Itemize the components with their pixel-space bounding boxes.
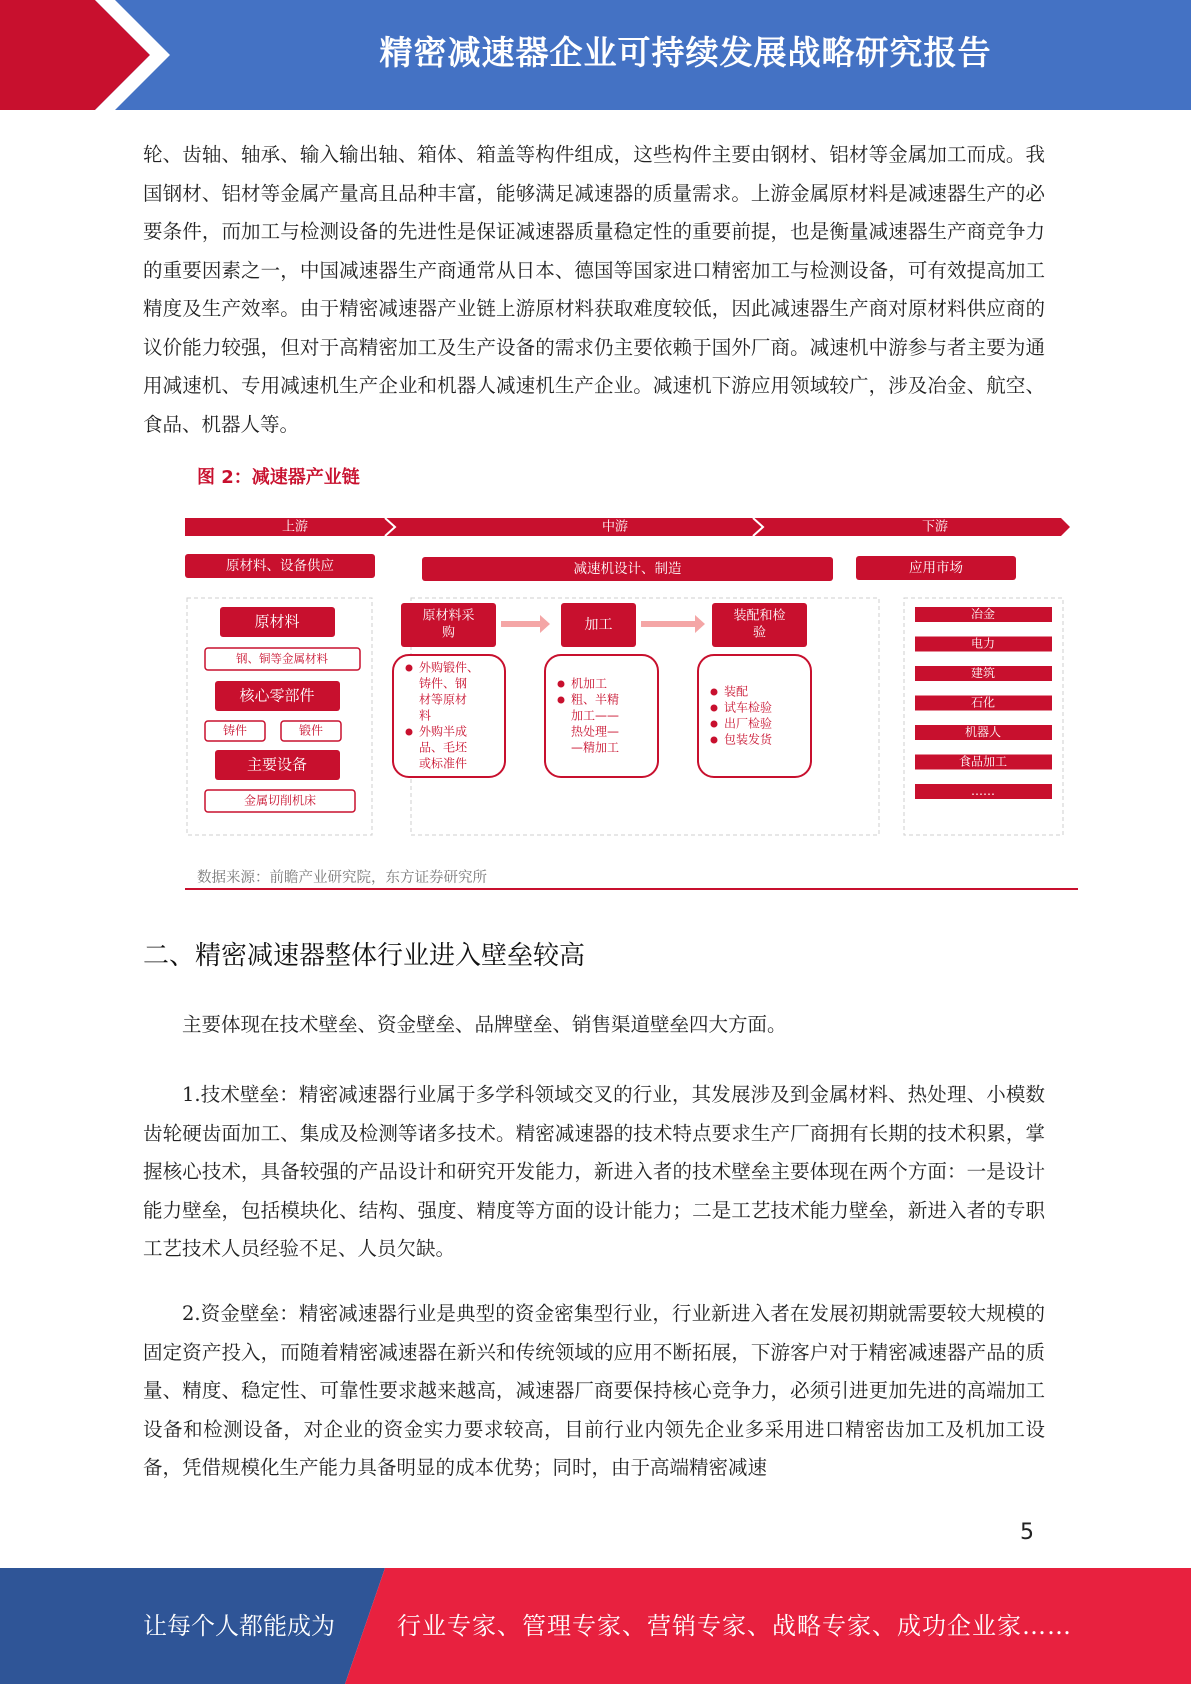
figure-source: 数据来源：前瞻产业研究院，东方证券研究所 <box>197 870 487 886</box>
upstream-materials-label: 原材料 <box>254 612 300 631</box>
stage-box-label-1: 减速机设计、制造 <box>573 561 682 577</box>
body-text-top <box>143 136 1045 444</box>
footer-slogan-left: 让每个人都能成为 <box>143 1612 335 1640</box>
midstream-bullet-0-0 <box>406 665 413 672</box>
page-number: 5 <box>1020 1520 1034 1545</box>
upstream-materials-sub-label: 钢、铜等金属材料 <box>236 651 328 666</box>
industry-chain-diagram <box>185 455 1078 865</box>
midstream-arrow-head-0 <box>540 615 550 633</box>
downstream-item-label-0: 冶金 <box>970 607 996 621</box>
downstream-item-label-5: 食品加工 <box>958 754 1008 769</box>
downstream-container <box>904 598 1063 835</box>
midstream-detail-text-0-1-2: 或标准件 <box>419 756 468 771</box>
body-text-capital <box>143 1295 1045 1488</box>
upstream-parts-label: 核心零部件 <box>239 686 315 705</box>
downstream-item-label-4: 机器人 <box>964 725 1002 739</box>
midstream-arrow-head-1 <box>695 615 705 633</box>
midstream-detail-text-1-1-1: 加工—— <box>571 708 620 723</box>
stage-label-1: 中游 <box>601 519 629 535</box>
upstream-equipment-label: 主要设备 <box>246 755 308 774</box>
midstream-detail-text-2-3-0: 包装发货 <box>724 732 773 747</box>
midstream-detail-text-0-0-0: 外购锻件、 <box>419 660 480 675</box>
midstream-detail-text-0-0-2: 材等原材 <box>419 692 468 707</box>
body-text-tech <box>143 1076 1045 1269</box>
midstream-step-label-0-1: 购 <box>441 625 456 641</box>
midstream-bullet-2-3 <box>711 737 718 744</box>
midstream-detail-text-1-0-0: 机加工 <box>571 676 608 691</box>
figure-caption: 图 2：减速器产业链 <box>197 467 360 488</box>
midstream-detail-text-0-1-1: 品、毛坯 <box>419 740 468 755</box>
paragraph-tech-barrier: 1.技术壁垒：精密减速器行业属于多学科领域交叉的行业，其发展涉及到金属材料、热处理、小模数齿轮硬齿面加工、集成及检测等诸多技术。精密减速器的技术特点要求生产厂商拥有长期的技术积累，掌握核心技术，具备较强的产品设计和研究开发能力，新进入者的技术壁垒主要体现在两个方面：一是设计能力壁垒，包括模块化、结构、强度、精度等方面的设计能力；二是工艺技术能力壁垒，新进入者的专职工艺技术人员经验不足、人员欠缺。 <box>143 1083 1045 1260</box>
midstream-bullet-2-2 <box>711 721 718 728</box>
midstream-detail-text-0-0-3: 料 <box>419 708 432 723</box>
figure-bottom-rule <box>185 888 1078 890</box>
paragraph-top: 轮、齿轴、轴承、输入输出轴、箱体、箱盖等构件组成，这些构件主要由钢材、铝材等金属加工而成。我国钢材、铝材等金属产量高且品种丰富，能够满足减速器的质量需求。上游金属原材料是减速器生产的必要条件，而加工与检测设备的先进性是保证减速器质量稳定性的重要前提，也是衡量减速器生产商竞争力的重要因素之一，中国减速器生产商通常从日本、德国等国家进口精密加工与检测设备，可有效提高加工精度及生产效率。由于精密减速器产业链上游原材料获取难度较低，因此减速器生产商对原材料供应商的议价能力较强，但对于高精密加工及生产设备的需求仍主要依赖于国外厂商。减速机中游参与者主要为通用减速机、专用减速机生产企业和机器人减速机生产企业。减速机下游应用领域较广，涉及冶金、航空、食品、机器人等。 <box>143 143 1045 436</box>
stage-box-label-2: 应用市场 <box>909 560 963 576</box>
midstream-arrow-shaft-1 <box>641 621 697 627</box>
midstream-detail-text-1-1-0: 粗、半精 <box>571 692 620 707</box>
stage-label-2: 下游 <box>921 519 949 535</box>
midstream-step-label-0-0: 原材料采 <box>422 608 475 624</box>
downstream-item-label-1: 电力 <box>970 636 996 651</box>
upstream-part-label-0: 铸件 <box>222 723 248 738</box>
stage-label-0: 上游 <box>281 519 309 535</box>
paragraph-capital-barrier: 2.资金壁垒：精密减速器行业是典型的资金密集型行业，行业新进入者在发展初期就需要较大规模的固定资产投入，而随着精密减速器在新兴和传统领域的应用不断拓展，下游客户对于精密减速器产品的质量、精度、稳定性、可靠性要求越来越高，减速器厂商要保持核心竞争力，必须引进更加先进的高端加工设备和检测设备，对企业的资金实力要求较高，目前行业内领先企业多采用进口精密齿加工及机加工设备，凭借规模化生产能力具备明显的成本优势；同时，由于高端精密减速 <box>143 1302 1045 1479</box>
midstream-detail-text-0-0-1: 铸件、钢 <box>419 676 468 691</box>
midstream-detail-text-1-1-3: —精加工 <box>571 740 620 755</box>
midstream-step-label-2-0: 装配和检 <box>733 608 786 624</box>
midstream-step-label-1: 加工 <box>584 617 613 633</box>
midstream-bullet-2-0 <box>711 689 718 696</box>
midstream-detail-text-2-1-0: 试车检验 <box>724 700 773 715</box>
downstream-item-label-6: …… <box>971 784 995 798</box>
upstream-part-label-1: 锻件 <box>298 723 324 738</box>
midstream-arrow-shaft-0 <box>501 621 542 627</box>
midstream-bullet-1-0 <box>558 681 565 688</box>
header-chevron-decoration <box>0 0 180 110</box>
midstream-detail-text-0-1-0: 外购半成 <box>419 724 468 739</box>
midstream-bullet-0-1 <box>406 729 413 736</box>
downstream-item-label-3: 石化 <box>970 695 996 710</box>
page-footer <box>0 1568 1191 1684</box>
midstream-detail-text-1-1-2: 热处理— <box>571 724 620 739</box>
midstream-step-label-2-1: 验 <box>752 625 767 641</box>
paragraph-intro: 主要体现在技术壁垒、资金壁垒、品牌壁垒、销售渠道壁垒四大方面。 <box>182 1013 787 1036</box>
figure-industry-chain <box>185 455 1078 890</box>
section-heading: 二、精密减速器整体行业进入壁垒较高 <box>143 941 586 971</box>
document-title: 精密减速器企业可持续发展战略研究报告 <box>379 33 992 72</box>
downstream-item-label-2: 建筑 <box>970 666 996 680</box>
upstream-equipment-sub-label: 金属切削机床 <box>243 793 317 808</box>
body-text-intro <box>143 1006 1045 1045</box>
stage-box-label-0: 原材料、设备供应 <box>226 558 334 574</box>
midstream-bullet-2-1 <box>711 705 718 712</box>
midstream-detail-text-2-0-0: 装配 <box>724 684 749 699</box>
midstream-detail-text-2-2-0: 出厂检验 <box>724 716 773 731</box>
page-header <box>0 0 1191 110</box>
footer-slogan-right: 行业专家、管理专家、营销专家、战略专家、成功企业家…… <box>397 1612 1072 1640</box>
midstream-bullet-1-1 <box>558 697 565 704</box>
